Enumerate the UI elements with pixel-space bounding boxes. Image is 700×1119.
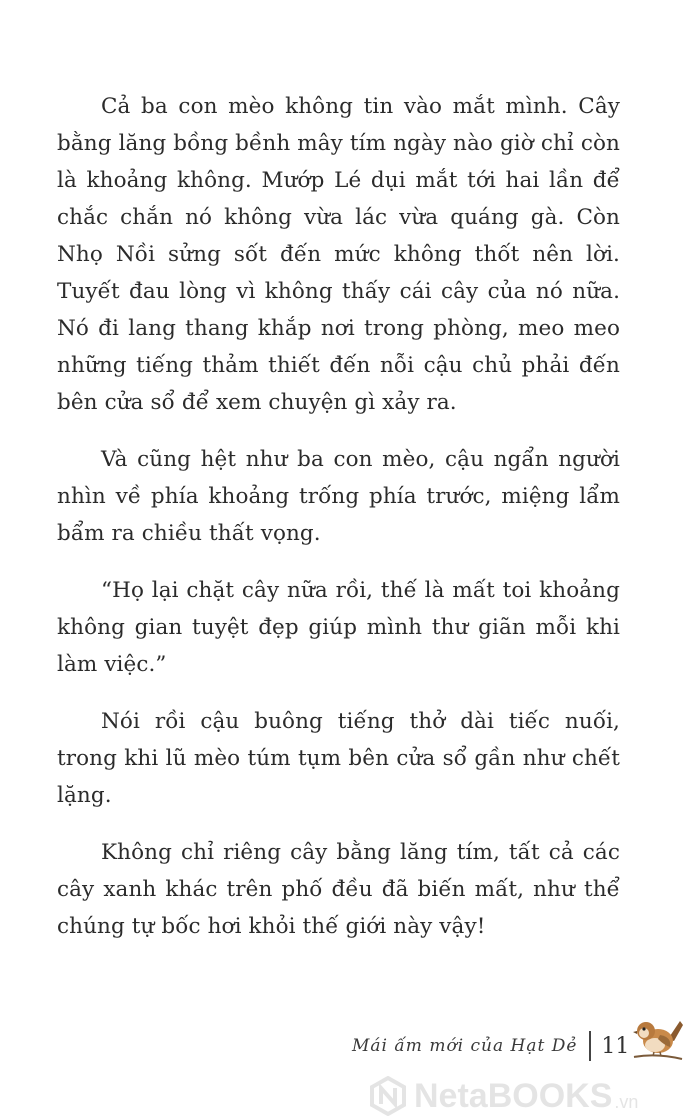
paragraph-5: Không chỉ riêng cây bằng lăng tím, tất cả các cây xanh khác trên phố đều đã biến mất, như thể chúng tự bốc hơi khỏi thế giới này vậy! xyxy=(57,840,620,939)
watermark xyxy=(368,1076,638,1116)
page-footer xyxy=(352,1026,629,1066)
running-title: Mái ấm mới của Hạt Dẻ xyxy=(352,1036,578,1056)
paragraph-3: “Họ lại chặt cây nữa rồi, thế là mất toi khoảng không gian tuyệt đẹp giúp mình thư giãn mỗi khi làm việc.” xyxy=(57,578,620,677)
watermark-brand: NetaBOOKS xyxy=(414,1076,613,1115)
sparrow-icon xyxy=(628,1009,686,1067)
watermark-suffix: .vn xyxy=(614,1091,639,1112)
paragraph-2: Và cũng hệt như ba con mèo, cậu ngẩn người nhìn về phía khoảng trống phía trước, miệng lẩm bẩm ra chiều thất vọng. xyxy=(57,447,620,546)
page-body xyxy=(57,88,620,965)
neta-logo-icon xyxy=(368,1076,408,1116)
footer-divider xyxy=(589,1031,591,1061)
paragraph-1: Cả ba con mèo không tin vào mắt mình. Cây bằng lăng bồng bềnh mây tím ngày nào giờ chỉ còn là khoảng không. Mướp Lé dụi mắt tới hai lần để chắc chắn nó không vừa lác vừa quáng gà. Còn Nhọ Nồi sửng sốt đến mức không thốt nên lời. Tuyết đau lòng vì không thấy cái cây của nó nữa. Nó đi lang thang khắp nơi trong phòng, meo meo những tiếng thảm thiết đến nỗi cậu chủ phải đến bên cửa sổ để xem chuyện gì xảy ra. xyxy=(57,94,620,415)
page-number: 11 xyxy=(601,1033,630,1059)
paragraph-4: Nói rồi cậu buông tiếng thở dài tiếc nuối, trong khi lũ mèo túm tụm bên cửa sổ gần như chết lặng. xyxy=(57,709,620,808)
